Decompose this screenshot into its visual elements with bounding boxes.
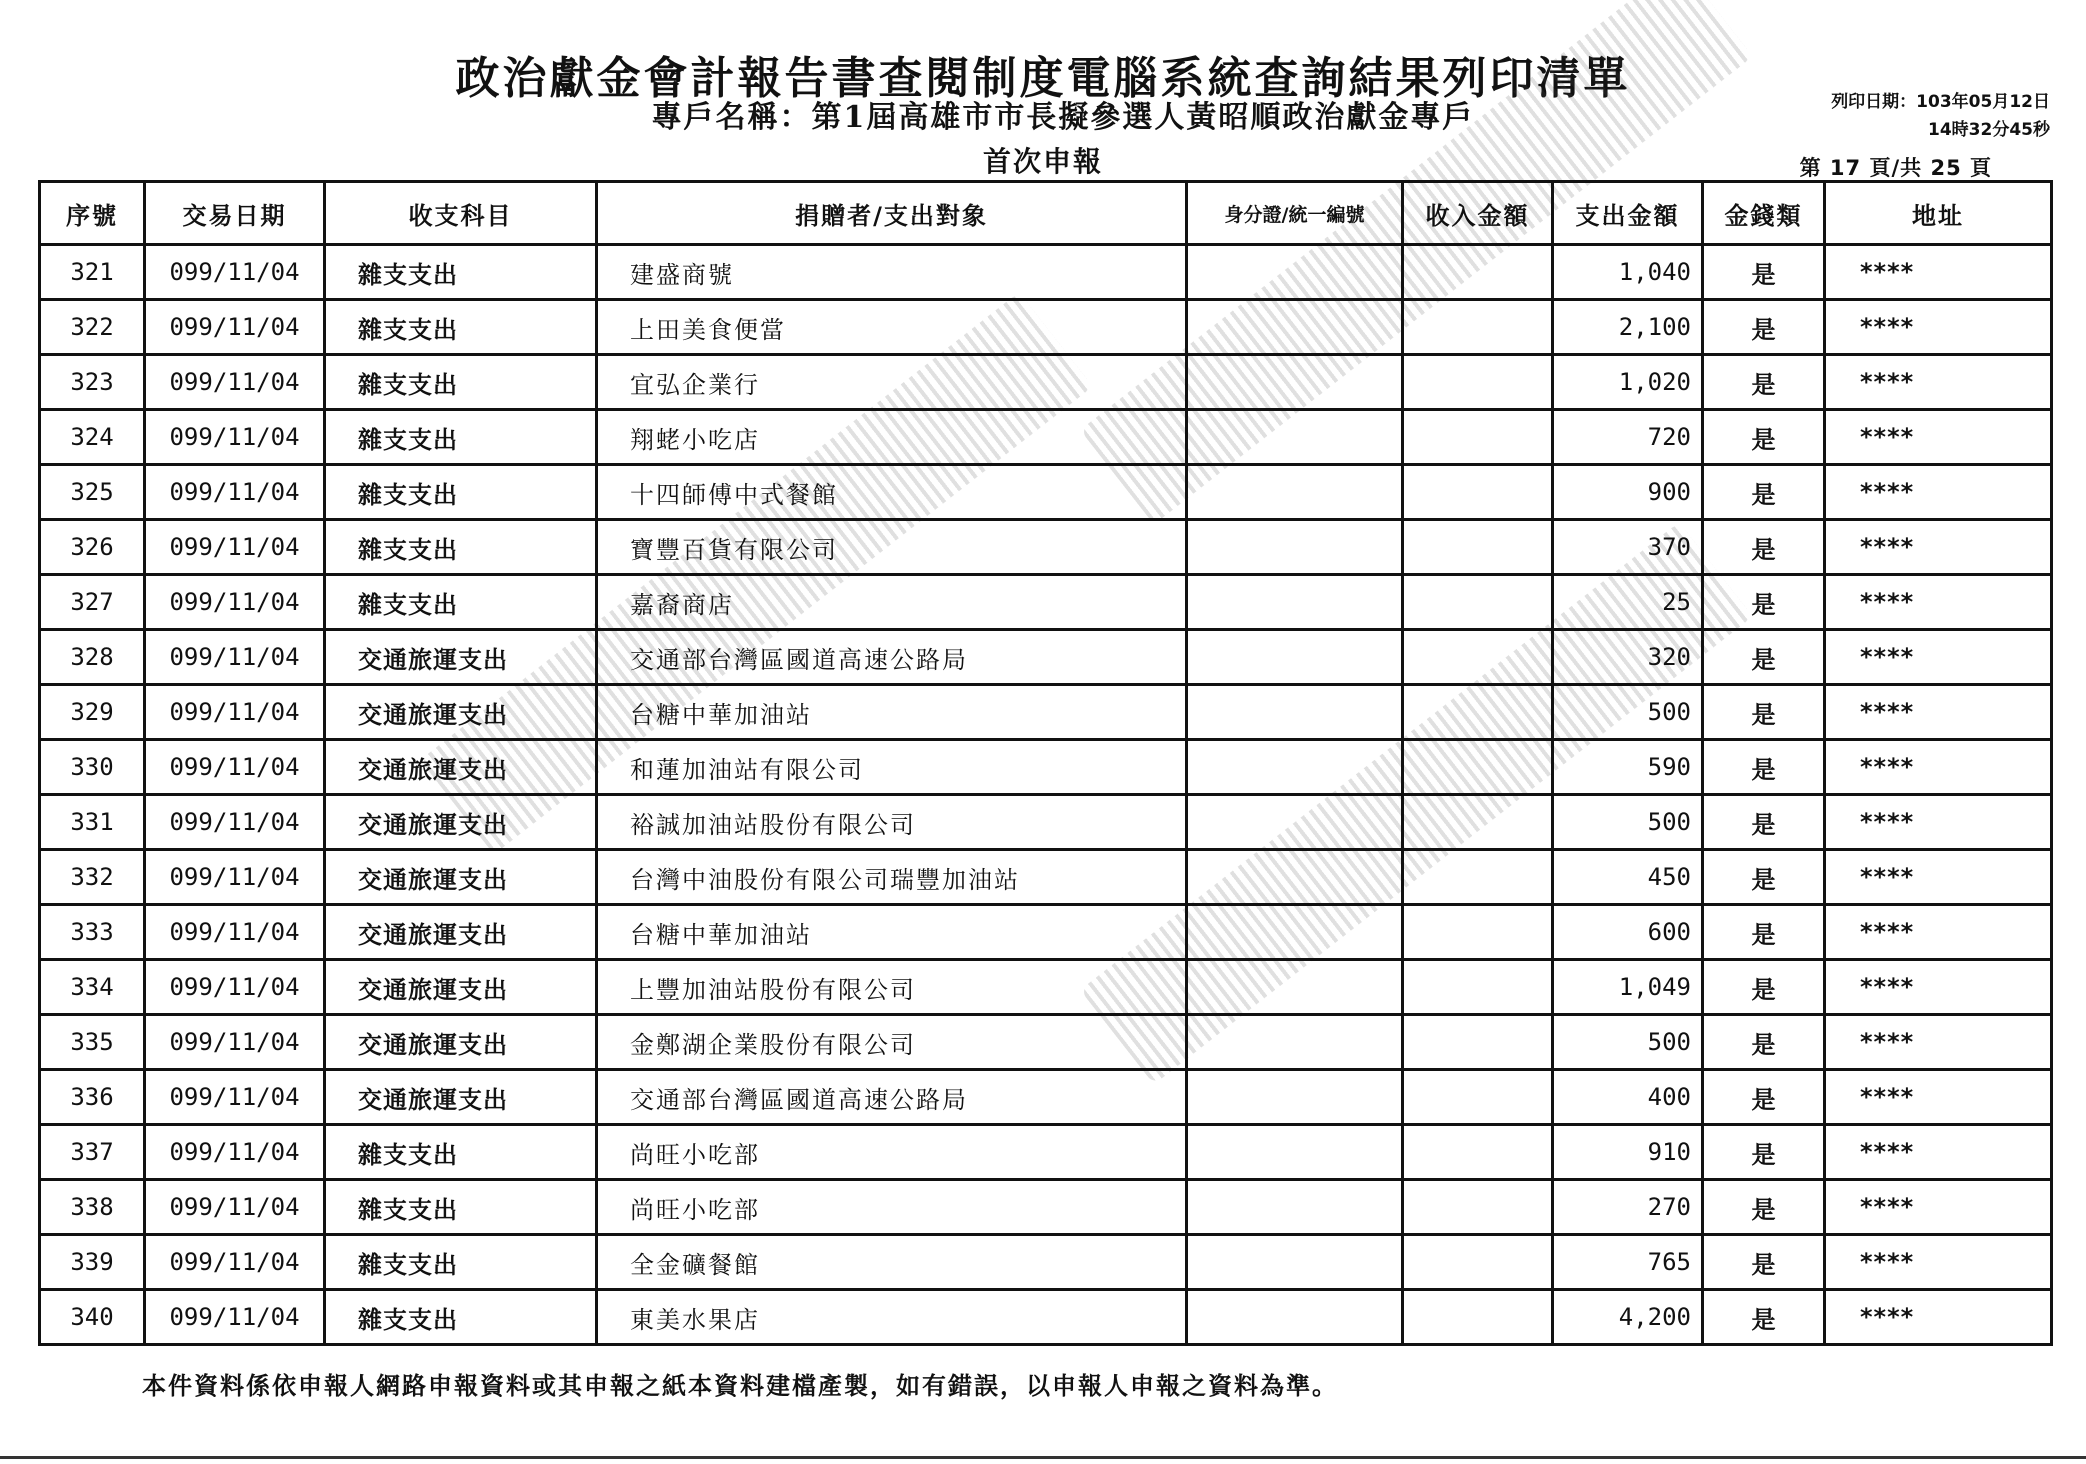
address-cell: ****: [1825, 300, 2052, 355]
money-cell: 是: [1703, 410, 1825, 465]
seq-cell: 326: [40, 520, 145, 575]
id-cell: [1187, 1070, 1403, 1125]
expense-cell: 900: [1553, 465, 1703, 520]
account-name: 專戶名稱：第1屆高雄市市長擬參選人黃昭順政治獻金專戶: [651, 100, 1475, 135]
income-cell: [1403, 1290, 1553, 1345]
seq-cell: 323: [40, 355, 145, 410]
id-cell: [1187, 300, 1403, 355]
expense-cell: 450: [1553, 850, 1703, 905]
id-cell: [1187, 575, 1403, 630]
party-cell: 嘉裔商店: [597, 575, 1187, 630]
party-cell: 全金礦餐館: [597, 1235, 1187, 1290]
id-cell: [1187, 520, 1403, 575]
table-row: [40, 740, 2052, 795]
date-cell: 099/11/04: [145, 575, 325, 630]
seq-cell: 340: [40, 1290, 145, 1345]
expense-cell: 270: [1553, 1180, 1703, 1235]
money-cell: 是: [1703, 1180, 1825, 1235]
id-cell: [1187, 245, 1403, 300]
expense-cell: 765: [1553, 1235, 1703, 1290]
address-cell: ****: [1825, 630, 2052, 685]
footnote: 本件資料係依申報人網路申報資料或其申報之紙本資料建檔產製，如有錯誤，以申報人申報之資料為準。: [142, 1372, 1338, 1400]
date-cell: 099/11/04: [145, 520, 325, 575]
party-cell: 台糖中華加油站: [597, 905, 1187, 960]
party-cell: 交通部台灣區國道高速公路局: [597, 630, 1187, 685]
id-cell: [1187, 1125, 1403, 1180]
income-cell: [1403, 905, 1553, 960]
expense-cell: 590: [1553, 740, 1703, 795]
table-row: [40, 1070, 2052, 1125]
id-cell: [1187, 850, 1403, 905]
money-cell: 是: [1703, 465, 1825, 520]
money-cell: 是: [1703, 740, 1825, 795]
seq-cell: 335: [40, 1015, 145, 1070]
party-cell: 建盛商號: [597, 245, 1187, 300]
income-cell: [1403, 410, 1553, 465]
date-cell: 099/11/04: [145, 355, 325, 410]
seq-cell: 337: [40, 1125, 145, 1180]
date-cell: 099/11/04: [145, 300, 325, 355]
address-cell: ****: [1825, 685, 2052, 740]
id-cell: [1187, 465, 1403, 520]
date-cell: 099/11/04: [145, 465, 325, 520]
income-cell: [1403, 1235, 1553, 1290]
seq-cell: 339: [40, 1235, 145, 1290]
date-cell: 099/11/04: [145, 1070, 325, 1125]
income-cell: [1403, 1015, 1553, 1070]
id-cell: [1187, 355, 1403, 410]
item-cell: 雜支支出: [325, 1235, 597, 1290]
id-cell: [1187, 1180, 1403, 1235]
money-cell: 是: [1703, 1070, 1825, 1125]
seq-cell: 322: [40, 300, 145, 355]
id-cell: [1187, 1290, 1403, 1345]
header-id: 身分證/統一編號: [1187, 182, 1403, 245]
item-cell: 雜支支出: [325, 300, 597, 355]
item-cell: 雜支支出: [325, 355, 597, 410]
address-cell: ****: [1825, 905, 2052, 960]
seq-cell: 324: [40, 410, 145, 465]
table-row: [40, 520, 2052, 575]
item-cell: 雜支支出: [325, 1125, 597, 1180]
table-row: [40, 960, 2052, 1015]
seq-cell: 325: [40, 465, 145, 520]
party-cell: 金鄭湖企業股份有限公司: [597, 1015, 1187, 1070]
date-cell: 099/11/04: [145, 850, 325, 905]
date-cell: 099/11/04: [145, 1235, 325, 1290]
table-row: [40, 465, 2052, 520]
address-cell: ****: [1825, 520, 2052, 575]
id-cell: [1187, 1015, 1403, 1070]
address-cell: ****: [1825, 960, 2052, 1015]
page-info: 第 17 頁/共 25 頁: [1799, 156, 1992, 180]
item-cell: 雜支支出: [325, 575, 597, 630]
seq-cell: 333: [40, 905, 145, 960]
table-row: [40, 410, 2052, 465]
expense-cell: 500: [1553, 1015, 1703, 1070]
expense-cell: 320: [1553, 630, 1703, 685]
item-cell: 雜支支出: [325, 1180, 597, 1235]
table-row: [40, 905, 2052, 960]
income-cell: [1403, 1070, 1553, 1125]
table-row: [40, 575, 2052, 630]
expense-cell: 25: [1553, 575, 1703, 630]
date-cell: 099/11/04: [145, 1015, 325, 1070]
party-cell: 寶豐百貨有限公司: [597, 520, 1187, 575]
header-seq: 序號: [40, 182, 145, 245]
seq-cell: 321: [40, 245, 145, 300]
party-cell: 裕誠加油站股份有限公司: [597, 795, 1187, 850]
party-cell: 翔蛯小吃店: [597, 410, 1187, 465]
header-income: 收入金額: [1403, 182, 1553, 245]
money-cell: 是: [1703, 795, 1825, 850]
expense-cell: 1,040: [1553, 245, 1703, 300]
party-cell: 台灣中油股份有限公司瑞豐加油站: [597, 850, 1187, 905]
party-cell: 宜弘企業行: [597, 355, 1187, 410]
address-cell: ****: [1825, 1235, 2052, 1290]
address-cell: ****: [1825, 1015, 2052, 1070]
item-cell: 交通旅運支出: [325, 1070, 597, 1125]
date-cell: 099/11/04: [145, 1180, 325, 1235]
income-cell: [1403, 355, 1553, 410]
header-item: 收支科目: [325, 182, 597, 245]
page-title: 政治獻金會計報告書查閱制度電腦系統查詢結果列印清單: [455, 53, 1631, 104]
date-cell: 099/11/04: [145, 960, 325, 1015]
item-cell: 交通旅運支出: [325, 630, 597, 685]
bottom-rule: [0, 1456, 2086, 1459]
print-date-line1: 列印日期：103年05月12日: [1831, 92, 2050, 112]
address-cell: ****: [1825, 410, 2052, 465]
address-cell: ****: [1825, 245, 2052, 300]
date-cell: 099/11/04: [145, 245, 325, 300]
party-cell: 台糖中華加油站: [597, 685, 1187, 740]
income-cell: [1403, 245, 1553, 300]
table-row: [40, 1180, 2052, 1235]
address-cell: ****: [1825, 355, 2052, 410]
ledger-body: [40, 245, 2052, 1345]
address-cell: ****: [1825, 1290, 2052, 1345]
id-cell: [1187, 685, 1403, 740]
expense-cell: 500: [1553, 685, 1703, 740]
money-cell: 是: [1703, 520, 1825, 575]
expense-cell: 500: [1553, 795, 1703, 850]
party-cell: 尚旺小吃部: [597, 1125, 1187, 1180]
income-cell: [1403, 740, 1553, 795]
income-cell: [1403, 960, 1553, 1015]
table-row: [40, 630, 2052, 685]
income-cell: [1403, 300, 1553, 355]
id-cell: [1187, 630, 1403, 685]
seq-cell: 330: [40, 740, 145, 795]
money-cell: 是: [1703, 300, 1825, 355]
expense-cell: 1,020: [1553, 355, 1703, 410]
header-party: 捐贈者/支出對象: [597, 182, 1187, 245]
id-cell: [1187, 410, 1403, 465]
income-cell: [1403, 685, 1553, 740]
table-row: [40, 1125, 2052, 1180]
date-cell: 099/11/04: [145, 905, 325, 960]
seq-cell: 332: [40, 850, 145, 905]
address-cell: ****: [1825, 795, 2052, 850]
table-row: [40, 795, 2052, 850]
id-cell: [1187, 960, 1403, 1015]
date-cell: 099/11/04: [145, 410, 325, 465]
seq-cell: 338: [40, 1180, 145, 1235]
id-cell: [1187, 905, 1403, 960]
table-header-row: [40, 182, 2052, 245]
expense-cell: 4,200: [1553, 1290, 1703, 1345]
item-cell: 雜支支出: [325, 1290, 597, 1345]
item-cell: 交通旅運支出: [325, 960, 597, 1015]
item-cell: 交通旅運支出: [325, 795, 597, 850]
id-cell: [1187, 740, 1403, 795]
income-cell: [1403, 795, 1553, 850]
header-money: 金錢類: [1703, 182, 1825, 245]
money-cell: 是: [1703, 1125, 1825, 1180]
income-cell: [1403, 1180, 1553, 1235]
header-date: 交易日期: [145, 182, 325, 245]
item-cell: 雜支支出: [325, 520, 597, 575]
money-cell: 是: [1703, 960, 1825, 1015]
table-row: [40, 850, 2052, 905]
money-cell: 是: [1703, 905, 1825, 960]
income-cell: [1403, 630, 1553, 685]
money-cell: 是: [1703, 1235, 1825, 1290]
table-row: [40, 355, 2052, 410]
expense-cell: 910: [1553, 1125, 1703, 1180]
money-cell: 是: [1703, 575, 1825, 630]
party-cell: 和蓮加油站有限公司: [597, 740, 1187, 795]
address-cell: ****: [1825, 1070, 2052, 1125]
money-cell: 是: [1703, 1015, 1825, 1070]
print-date-line2: 14時32分45秒: [1928, 120, 2050, 140]
money-cell: 是: [1703, 245, 1825, 300]
date-cell: 099/11/04: [145, 740, 325, 795]
table-row: [40, 685, 2052, 740]
header-address: 地址: [1825, 182, 2052, 245]
item-cell: 交通旅運支出: [325, 905, 597, 960]
date-cell: 099/11/04: [145, 685, 325, 740]
party-cell: 上田美食便當: [597, 300, 1187, 355]
expense-cell: 1,049: [1553, 960, 1703, 1015]
expense-cell: 400: [1553, 1070, 1703, 1125]
income-cell: [1403, 520, 1553, 575]
item-cell: 雜支支出: [325, 465, 597, 520]
id-cell: [1187, 1235, 1403, 1290]
income-cell: [1403, 575, 1553, 630]
table-row: [40, 1290, 2052, 1345]
income-cell: [1403, 850, 1553, 905]
address-cell: ****: [1825, 1125, 2052, 1180]
expense-cell: 370: [1553, 520, 1703, 575]
table-row: [40, 300, 2052, 355]
address-cell: ****: [1825, 575, 2052, 630]
party-cell: 交通部台灣區國道高速公路局: [597, 1070, 1187, 1125]
item-cell: 交通旅運支出: [325, 740, 597, 795]
table-row: [40, 245, 2052, 300]
money-cell: 是: [1703, 355, 1825, 410]
item-cell: 交通旅運支出: [325, 1015, 597, 1070]
money-cell: 是: [1703, 685, 1825, 740]
date-cell: 099/11/04: [145, 630, 325, 685]
income-cell: [1403, 465, 1553, 520]
print-date: [1831, 88, 2050, 144]
expense-cell: 720: [1553, 410, 1703, 465]
ledger-table: [38, 180, 2053, 1346]
expense-cell: 2,100: [1553, 300, 1703, 355]
id-cell: [1187, 795, 1403, 850]
seq-cell: 336: [40, 1070, 145, 1125]
party-cell: 尚旺小吃部: [597, 1180, 1187, 1235]
address-cell: ****: [1825, 1180, 2052, 1235]
expense-cell: 600: [1553, 905, 1703, 960]
money-cell: 是: [1703, 850, 1825, 905]
item-cell: 交通旅運支出: [325, 850, 597, 905]
party-cell: 東美水果店: [597, 1290, 1187, 1345]
filing-type: 首次申報: [982, 145, 1103, 178]
date-cell: 099/11/04: [145, 795, 325, 850]
money-cell: 是: [1703, 1290, 1825, 1345]
money-cell: 是: [1703, 630, 1825, 685]
item-cell: 雜支支出: [325, 410, 597, 465]
address-cell: ****: [1825, 465, 2052, 520]
address-cell: ****: [1825, 850, 2052, 905]
address-cell: ****: [1825, 740, 2052, 795]
table-row: [40, 1015, 2052, 1070]
party-cell: 上豐加油站股份有限公司: [597, 960, 1187, 1015]
table-row: [40, 1235, 2052, 1290]
header-expense: 支出金額: [1553, 182, 1703, 245]
party-cell: 十四師傅中式餐館: [597, 465, 1187, 520]
item-cell: 交通旅運支出: [325, 685, 597, 740]
income-cell: [1403, 1125, 1553, 1180]
seq-cell: 328: [40, 630, 145, 685]
seq-cell: 331: [40, 795, 145, 850]
seq-cell: 329: [40, 685, 145, 740]
date-cell: 099/11/04: [145, 1125, 325, 1180]
seq-cell: 334: [40, 960, 145, 1015]
date-cell: 099/11/04: [145, 1290, 325, 1345]
item-cell: 雜支支出: [325, 245, 597, 300]
seq-cell: 327: [40, 575, 145, 630]
